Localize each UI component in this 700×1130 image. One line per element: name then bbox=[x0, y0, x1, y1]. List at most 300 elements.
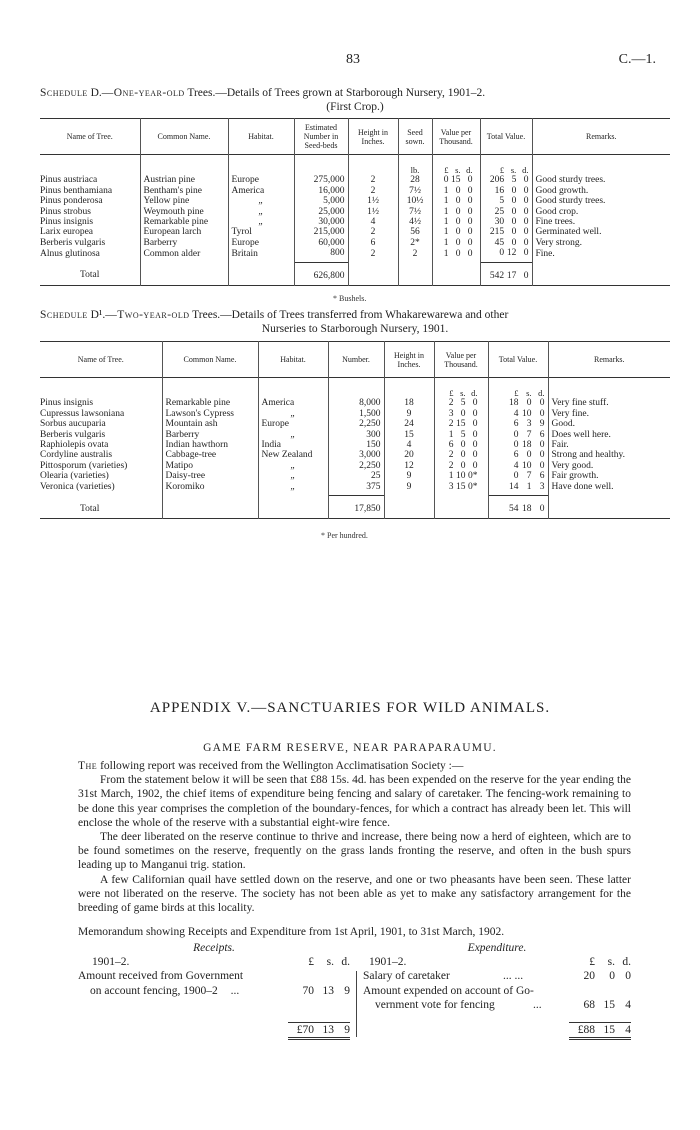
pounds: 45 bbox=[494, 237, 505, 248]
pounds: 1 bbox=[443, 227, 449, 238]
expenditure-item-label: vernment vote for fencing bbox=[375, 998, 495, 1011]
pence: 0 bbox=[467, 185, 473, 196]
blank-cell bbox=[258, 378, 328, 399]
pounds: 18 bbox=[509, 398, 519, 409]
value-per-thousand bbox=[434, 440, 488, 450]
currency-pence: d. bbox=[622, 956, 631, 969]
total-value-parts bbox=[484, 207, 529, 217]
value-per-thousand bbox=[432, 227, 480, 237]
table-row bbox=[40, 471, 670, 481]
value-per-thousand bbox=[434, 430, 488, 440]
tree-name: Pinus austriaca bbox=[40, 175, 98, 186]
pounds: £ bbox=[444, 165, 449, 175]
common-name: Bentham's pine bbox=[140, 186, 228, 196]
common-name: Austrian pine bbox=[140, 175, 228, 185]
pence: 0 bbox=[523, 196, 529, 207]
seed-sown: 7½ bbox=[398, 186, 432, 196]
total-value bbox=[488, 440, 548, 450]
common-name: Barberry bbox=[162, 430, 258, 440]
habitat: America bbox=[258, 398, 328, 408]
remarks: Good crop. bbox=[532, 207, 670, 217]
habitat: Tyrol bbox=[228, 227, 294, 237]
schedule-d-subtitle: (First Crop.) bbox=[326, 101, 384, 113]
number: 300 bbox=[328, 430, 384, 440]
column-header: Height in Inches. bbox=[348, 119, 398, 155]
habitat: „ bbox=[228, 196, 294, 206]
pence: d. bbox=[466, 165, 473, 175]
table-row bbox=[40, 248, 670, 262]
report-intro bbox=[78, 759, 631, 773]
schedule-d1-main-title: Trees.—Details of Trees transferred from Whakarewarewa and other bbox=[192, 309, 509, 321]
total-value-parts bbox=[492, 450, 545, 460]
pounds: 5 bbox=[499, 196, 505, 207]
total-value-parts bbox=[492, 461, 545, 471]
blank-cell bbox=[384, 496, 434, 519]
unit-label bbox=[434, 378, 488, 399]
pounds: 1 bbox=[443, 185, 449, 196]
total-value-parts bbox=[492, 409, 545, 419]
habitat: Europe bbox=[228, 238, 294, 248]
value-per-thousand bbox=[434, 450, 488, 460]
shillings: 0 bbox=[511, 206, 517, 217]
habitat: „ bbox=[258, 430, 328, 440]
tree-name: Cupressus lawsoniana bbox=[40, 408, 125, 419]
page-header bbox=[0, 52, 700, 72]
remarks: Fair. bbox=[548, 440, 670, 450]
total-value bbox=[488, 496, 548, 519]
pounds: £ bbox=[499, 165, 505, 175]
pence: 0 bbox=[523, 237, 529, 248]
leader-dots: ... bbox=[533, 998, 542, 1011]
shillings: 7 bbox=[526, 429, 532, 440]
common-name: Barberry bbox=[140, 238, 228, 248]
estimated-number: 16,000 bbox=[294, 186, 348, 196]
total-value bbox=[488, 419, 548, 429]
table-row bbox=[40, 450, 670, 460]
value-per-thousand-parts bbox=[438, 430, 485, 440]
total-value bbox=[488, 409, 548, 419]
column-divider bbox=[356, 971, 357, 1037]
tree-name: Pinus insignis bbox=[40, 217, 94, 228]
appendix-heading: APPENDIX V.—SANCTUARIES FOR WILD ANIMALS. bbox=[149, 700, 551, 716]
pounds: 215 bbox=[489, 227, 505, 238]
table-row bbox=[40, 175, 670, 185]
pounds: £ bbox=[449, 388, 454, 398]
total-value-parts bbox=[484, 238, 529, 248]
blank-cell bbox=[294, 155, 348, 176]
column-header: Value per Thousand. bbox=[434, 342, 488, 378]
shillings: 10 bbox=[456, 471, 466, 482]
total-value-parts bbox=[484, 196, 529, 206]
pence: 0 bbox=[467, 227, 473, 238]
currency-pounds: £ bbox=[589, 956, 595, 969]
blank-cell bbox=[432, 262, 480, 285]
leader-dots: ... bbox=[230, 984, 240, 997]
habitat: India bbox=[258, 440, 328, 450]
shillings: 15 bbox=[451, 175, 461, 186]
pounds: 25 bbox=[494, 206, 505, 217]
column-header: Habitat. bbox=[228, 119, 294, 155]
column-header: Number. bbox=[328, 342, 384, 378]
table-row bbox=[40, 409, 670, 419]
pence: 0 bbox=[523, 206, 529, 217]
shillings: 0 bbox=[455, 206, 461, 217]
pence: 0* bbox=[468, 481, 478, 492]
habitat: Europe bbox=[258, 419, 328, 429]
total-value-parts bbox=[492, 398, 545, 408]
common-name: Remarkable pine bbox=[140, 217, 228, 227]
expenditure-item-fencing-line-1: Amount expended on account of Go- bbox=[363, 984, 534, 997]
table-row bbox=[40, 461, 670, 471]
value-per-thousand bbox=[434, 482, 488, 496]
amount-pounds: 68 bbox=[583, 998, 595, 1011]
total-value-parts bbox=[484, 175, 529, 185]
remarks: Germinated well. bbox=[532, 227, 670, 237]
receipts-year-row bbox=[78, 955, 350, 969]
total-value-parts bbox=[492, 430, 545, 440]
total-value bbox=[480, 175, 532, 185]
schedule-d1-kind: —Two-year-old bbox=[105, 309, 190, 321]
value-per-thousand-parts bbox=[438, 461, 485, 471]
unit-label-parts bbox=[484, 165, 529, 175]
pence: 0 bbox=[523, 227, 529, 238]
total-value bbox=[488, 471, 548, 481]
tree-name: Pinus benthamiana bbox=[40, 185, 113, 196]
blank-cell bbox=[40, 155, 140, 176]
pounds: 4 bbox=[513, 408, 519, 419]
common-name: Matipo bbox=[162, 461, 258, 471]
blank-cell bbox=[384, 378, 434, 399]
shillings: s. bbox=[460, 388, 466, 398]
schedule-d-table bbox=[40, 118, 670, 286]
common-name: Yellow pine bbox=[140, 196, 228, 206]
shillings: 0 bbox=[455, 196, 461, 207]
value-per-thousand-parts bbox=[438, 450, 485, 460]
pence: 0 bbox=[467, 206, 473, 217]
shillings: 18 bbox=[522, 440, 532, 451]
blank-cell bbox=[434, 496, 488, 519]
pence: d. bbox=[471, 388, 478, 398]
page-number: 83 bbox=[346, 52, 360, 67]
amount-shillings: 15 bbox=[603, 998, 615, 1011]
pounds: 1 bbox=[443, 217, 449, 228]
table-row bbox=[40, 186, 670, 196]
schedule-d1-letter: D¹. bbox=[90, 309, 106, 321]
table-row bbox=[40, 419, 670, 429]
total-pence: 9 bbox=[344, 1023, 350, 1036]
pounds: 1 bbox=[443, 237, 449, 248]
shillings: 0 bbox=[511, 185, 517, 196]
total-value bbox=[488, 398, 548, 408]
pounds: 542 bbox=[489, 270, 505, 281]
tree-name: Pinus strobus bbox=[40, 206, 91, 217]
shillings: 15 bbox=[456, 481, 466, 492]
table-row bbox=[40, 238, 670, 248]
common-name: Mountain ash bbox=[162, 419, 258, 429]
number: 8,000 bbox=[328, 398, 384, 408]
tree-name: Pinus ponderosa bbox=[40, 196, 103, 207]
pence: 0 bbox=[472, 440, 478, 451]
amount-pence: 4 bbox=[625, 998, 631, 1011]
blank-cell bbox=[162, 496, 258, 519]
value-per-thousand bbox=[432, 207, 480, 217]
blank-cell bbox=[348, 155, 398, 176]
column-header: Remarks. bbox=[532, 119, 670, 155]
tree-name: Pittosporum (varieties) bbox=[40, 460, 128, 471]
pence: 0 bbox=[472, 398, 478, 409]
shillings: 3 bbox=[526, 419, 532, 430]
pounds: 2 bbox=[448, 450, 454, 461]
pounds: 14 bbox=[509, 481, 519, 492]
pence: 6 bbox=[539, 471, 545, 482]
height: 12 bbox=[384, 461, 434, 471]
shillings: s. bbox=[455, 165, 461, 175]
intro-cap: The bbox=[78, 760, 98, 772]
amount-shillings: 0 bbox=[609, 970, 615, 983]
pounds: 0 bbox=[499, 248, 505, 259]
column-header: Common Name. bbox=[140, 119, 228, 155]
unit-label bbox=[480, 155, 532, 176]
pence: 0 bbox=[523, 175, 529, 186]
remarks: Fair growth. bbox=[548, 471, 670, 481]
column-header: Name of Tree. bbox=[77, 355, 124, 364]
schedule-d-footnote: * Bushels. bbox=[333, 294, 367, 303]
pence: 3 bbox=[539, 481, 545, 492]
value-per-thousand-parts bbox=[438, 482, 485, 492]
tree-name: Berberis vulgaris bbox=[40, 429, 106, 440]
schedule-d-title bbox=[40, 86, 670, 114]
intro-rest: following report was received from the Wellington Acclimatisation Society :— bbox=[97, 760, 464, 772]
height: 9 bbox=[384, 471, 434, 481]
shillings: 0 bbox=[526, 450, 532, 461]
pounds: 0 bbox=[513, 471, 519, 482]
seed-sown: 56 bbox=[398, 227, 432, 237]
total-pounds: £88 bbox=[577, 1023, 595, 1036]
value-per-thousand-parts bbox=[438, 471, 485, 481]
schedule-d-main-title: Trees.—Details of Trees grown at Starborough Nursery, 1901–2. bbox=[187, 87, 486, 99]
blank-cell bbox=[40, 378, 162, 399]
schedule-d-kind: —One-year-old bbox=[101, 87, 185, 99]
pounds: 54 bbox=[509, 504, 519, 515]
pence: 0 bbox=[539, 398, 545, 409]
shillings: 5 bbox=[511, 175, 517, 186]
blank-cell bbox=[328, 378, 384, 399]
remarks: Does well here. bbox=[548, 430, 670, 440]
pence: 0 bbox=[539, 408, 545, 419]
remarks: Very fine. bbox=[548, 409, 670, 419]
value-per-thousand bbox=[432, 217, 480, 227]
receipts-total-row bbox=[78, 1022, 350, 1038]
total-label: Total bbox=[80, 503, 100, 514]
tree-name: Sorbus aucuparia bbox=[40, 419, 106, 430]
schedule-d1-subtitle: Nurseries to Starborough Nursery, 1901. bbox=[261, 323, 449, 335]
height: 2 bbox=[348, 248, 398, 262]
pence: 0 bbox=[472, 419, 478, 430]
pounds: 16 bbox=[494, 185, 505, 196]
unit-label bbox=[488, 378, 548, 399]
number: 2,250 bbox=[328, 461, 384, 471]
habitat: „ bbox=[258, 471, 328, 481]
height: 4 bbox=[348, 217, 398, 227]
number: 150 bbox=[328, 440, 384, 450]
column-header: Total Value. bbox=[480, 119, 532, 155]
remarks: Very good. bbox=[548, 461, 670, 471]
blank-cell bbox=[532, 155, 670, 176]
seed-sown: 28 bbox=[398, 175, 432, 185]
shillings: 1 bbox=[526, 481, 532, 492]
schedule-d-prefix: Schedule bbox=[40, 87, 88, 99]
shillings: 17 bbox=[506, 270, 517, 281]
estimated-number: 60,000 bbox=[294, 238, 348, 248]
unit-label bbox=[432, 155, 480, 176]
blank-cell bbox=[548, 378, 670, 399]
pence: 0 bbox=[539, 460, 545, 471]
value-per-thousand bbox=[434, 471, 488, 481]
estimated-number: 5,000 bbox=[294, 196, 348, 206]
shillings: 0 bbox=[460, 408, 466, 419]
pence: 0 bbox=[539, 440, 545, 451]
table-row bbox=[40, 207, 670, 217]
shillings: 0 bbox=[460, 460, 466, 471]
common-name: Lawson's Cypress bbox=[162, 409, 258, 419]
number: 25 bbox=[328, 471, 384, 481]
remarks: Fine. bbox=[532, 248, 670, 262]
tree-name: Larix europea bbox=[40, 227, 94, 238]
habitat: Europe bbox=[228, 175, 294, 185]
habitat: New Zealand bbox=[258, 450, 328, 460]
expenditure-item-fencing bbox=[363, 998, 631, 1012]
value-per-thousand-parts bbox=[438, 419, 485, 429]
total-value-parts bbox=[484, 217, 529, 227]
total-value bbox=[488, 450, 548, 460]
table-row bbox=[40, 482, 670, 496]
column-header: Estimated Number in Seed-beds bbox=[294, 119, 348, 155]
blank-cell bbox=[532, 262, 670, 285]
currency-shillings: s. bbox=[326, 956, 334, 969]
total-value bbox=[480, 217, 532, 227]
receipts-total bbox=[288, 1022, 350, 1040]
tree-name: Alnus glutinosa bbox=[40, 248, 100, 259]
shillings: 15 bbox=[456, 419, 466, 430]
pence: 0 bbox=[472, 460, 478, 471]
value-per-thousand-parts bbox=[436, 196, 477, 206]
receipts-currency bbox=[290, 955, 350, 969]
expenditure-item-amount bbox=[571, 969, 631, 983]
unit-label-parts bbox=[438, 388, 485, 398]
table-row bbox=[40, 196, 670, 206]
remarks: Strong and healthy. bbox=[548, 450, 670, 460]
pounds: 0 bbox=[513, 429, 519, 440]
remarks: Have done well. bbox=[548, 482, 670, 496]
value-per-thousand-parts bbox=[436, 249, 477, 259]
unit-label-parts bbox=[492, 388, 545, 398]
schedule-d1-table bbox=[40, 341, 670, 519]
shillings: 12 bbox=[506, 248, 517, 259]
expenditure-year-row bbox=[363, 955, 631, 969]
shillings: 0 bbox=[511, 217, 517, 228]
column-header: Habitat. bbox=[258, 342, 328, 378]
total-shillings: 15 bbox=[603, 1023, 615, 1036]
blank-cell bbox=[228, 262, 294, 285]
pence: 0 bbox=[539, 450, 545, 461]
pounds: 6 bbox=[448, 440, 454, 451]
total-number: 17,850 bbox=[328, 496, 384, 519]
common-name: Cabbage-tree bbox=[162, 450, 258, 460]
shillings: s. bbox=[526, 388, 532, 398]
pounds: 6 bbox=[513, 419, 519, 430]
value-per-thousand-parts bbox=[436, 238, 477, 248]
value-per-thousand-parts bbox=[438, 409, 485, 419]
amount-pence: 0 bbox=[625, 970, 631, 983]
value-per-thousand bbox=[434, 409, 488, 419]
habitat: „ bbox=[228, 217, 294, 227]
height: 9 bbox=[384, 409, 434, 419]
remarks: Very strong. bbox=[532, 238, 670, 248]
total-value bbox=[480, 248, 532, 262]
common-name: Indian hawthorn bbox=[162, 440, 258, 450]
value-per-thousand-parts bbox=[436, 186, 477, 196]
pounds: 0 bbox=[513, 440, 519, 451]
shillings: 7 bbox=[526, 471, 532, 482]
pence: d. bbox=[522, 165, 529, 175]
habitat: America bbox=[228, 186, 294, 196]
height: 2 bbox=[348, 175, 398, 185]
estimated-number: 215,000 bbox=[294, 227, 348, 237]
table-row bbox=[40, 398, 670, 408]
shillings: 0 bbox=[511, 227, 517, 238]
column-header: Remarks. bbox=[548, 342, 670, 378]
common-name: Weymouth pine bbox=[140, 207, 228, 217]
height: 9 bbox=[384, 482, 434, 496]
seed-sown: 7½ bbox=[398, 207, 432, 217]
leader-dots: ... ... bbox=[503, 970, 524, 983]
blank-cell bbox=[140, 262, 228, 285]
estimated-number: 275,000 bbox=[294, 175, 348, 185]
blank-cell bbox=[398, 262, 432, 285]
shillings: 0 bbox=[455, 217, 461, 228]
unit-label: lb. bbox=[398, 155, 432, 176]
pounds: 6 bbox=[513, 450, 519, 461]
shillings: 18 bbox=[522, 504, 532, 515]
pence: 0 bbox=[467, 237, 473, 248]
amount-shillings: 13 bbox=[322, 984, 334, 997]
value-per-thousand bbox=[432, 186, 480, 196]
pounds: 2 bbox=[448, 419, 454, 430]
shillings: 10 bbox=[522, 408, 532, 419]
value-per-thousand bbox=[432, 175, 480, 185]
table-row bbox=[40, 227, 670, 237]
height: 6 bbox=[348, 238, 398, 248]
common-name: European larch bbox=[140, 227, 228, 237]
blank-cell bbox=[258, 496, 328, 519]
estimated-number: 25,000 bbox=[294, 207, 348, 217]
total-value-parts bbox=[484, 248, 529, 258]
report-paragraph: The deer liberated on the reserve continue to thrive and increase, there being now a herd of eighteen, which are to be found sometimes on the reserve, frequently on the grass lands fronting the reserve, and often in the bush spurs leading up to Manganui trig. station. bbox=[78, 831, 631, 872]
expenditure-total-row bbox=[363, 1022, 631, 1038]
pence: 0 bbox=[467, 217, 473, 228]
receipts-amount bbox=[290, 984, 350, 998]
pounds: 30 bbox=[494, 217, 505, 228]
remarks: Fine trees. bbox=[532, 217, 670, 227]
remarks: Very fine stuff. bbox=[548, 398, 670, 408]
currency-pounds: £ bbox=[308, 956, 314, 969]
habitat: „ bbox=[258, 409, 328, 419]
expenditure-column bbox=[363, 941, 631, 1038]
remarks: Good sturdy trees. bbox=[532, 196, 670, 206]
expenditure-year: 1901–2. bbox=[369, 956, 407, 969]
blank-cell bbox=[548, 496, 670, 519]
receipts-heading: Receipts. bbox=[193, 942, 235, 954]
